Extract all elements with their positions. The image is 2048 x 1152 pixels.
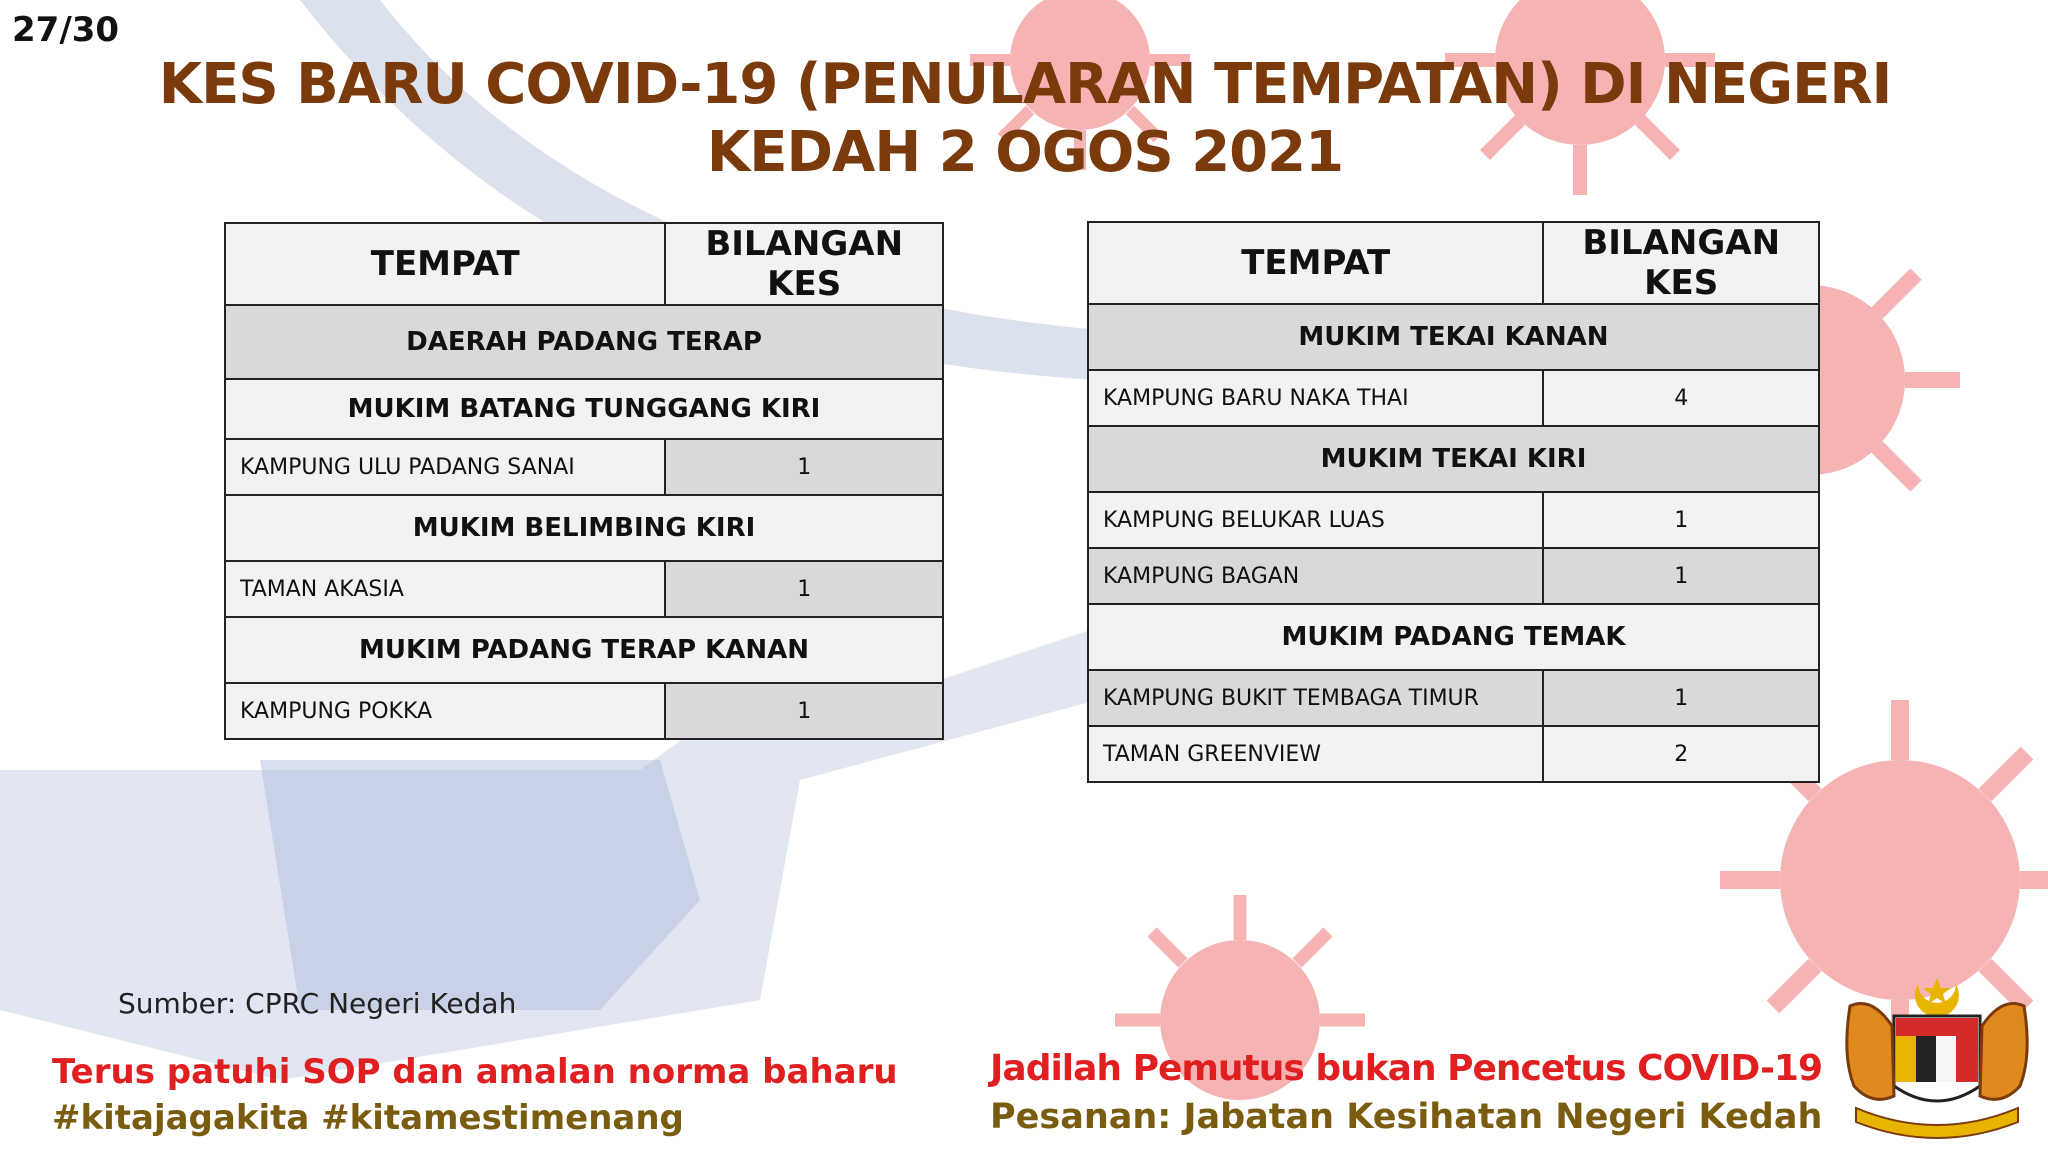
header-row [225,223,943,305]
count-cell: 1 [665,683,943,739]
count-cell: 1 [1543,548,1819,604]
shield-band-white [1936,1036,1956,1082]
header-count: BILANGAN KES [665,223,943,305]
page-title-line1: KES BARU COVID-19 (PENULARAN TEMPATAN) DI NEGERI [158,52,1892,117]
place-cell: TAMAN GREENVIEW [1088,726,1543,782]
tiger-left-icon [1847,1004,1894,1100]
count-cell: 1 [665,439,943,495]
place-cell: KAMPUNG BAGAN [1088,548,1543,604]
cases-table-right [1087,221,1820,783]
message-line2: Pesanan: Jabatan Kesihatan Negeri Kedah [990,1097,1823,1137]
mukim-label: MUKIM TEKAI KIRI [1088,426,1819,492]
place-cell: KAMPUNG POKKA [225,683,665,739]
tiger-right-icon [1980,1004,2027,1100]
page-title-line2: KEDAH 2 OGOS 2021 [706,120,1344,185]
mukim-row [1088,304,1819,370]
place-cell: KAMPUNG BELUKAR LUAS [1088,492,1543,548]
header-count: BILANGAN KES [1543,222,1819,304]
header-place: TEMPAT [225,223,665,305]
shield-band-yellow [1896,1036,1916,1082]
place-cell: TAMAN AKASIA [225,561,665,617]
blue-hand-shape [260,760,700,1010]
page-counter: 27/30 [12,10,120,50]
table-row [1088,670,1819,726]
slogan-line1: Terus patuhi SOP dan amalan norma baharu [52,1052,898,1092]
mukim-row [225,495,943,561]
coat-of-arms-icon [1832,966,2042,1142]
mukim-row [1088,426,1819,492]
mukim-row [225,379,943,439]
mukim-row [225,617,943,683]
table-row [1088,726,1819,782]
mukim-label: MUKIM BATANG TUNGGANG KIRI [225,379,943,439]
table-row [225,439,943,495]
place-cell: KAMPUNG BARU NAKA THAI [1088,370,1543,426]
motto-scroll [1856,1108,2018,1138]
header-place: TEMPAT [1088,222,1543,304]
message-line1: Jadilah Pemutus bukan Pencetus COVID-19 [990,1048,1823,1089]
mukim-label: MUKIM PADANG TEMAK [1088,604,1819,670]
shield-band-red-2 [1956,1036,1978,1082]
cases-table-left [224,222,944,740]
table-row [1088,548,1819,604]
mukim-label: MUKIM TEKAI KANAN [1088,304,1819,370]
district-row [225,305,943,379]
table-row [225,683,943,739]
mukim-label: MUKIM PADANG TERAP KANAN [225,617,943,683]
slogan-hashtags: #kitajagakita #kitamestimenang [52,1098,684,1138]
star-icon [1923,978,1951,1004]
mukim-label: MUKIM BELIMBING KIRI [225,495,943,561]
count-cell: 2 [1543,726,1819,782]
mukim-row [1088,604,1819,670]
count-cell: 4 [1543,370,1819,426]
table-row [1088,370,1819,426]
shield-band-red [1896,1018,1978,1036]
place-cell: KAMPUNG BUKIT TEMBAGA TIMUR [1088,670,1543,726]
count-cell: 1 [665,561,943,617]
shield-band-black [1916,1036,1936,1082]
count-cell: 1 [1543,492,1819,548]
header-row [1088,222,1819,304]
count-cell: 1 [1543,670,1819,726]
table-row [1088,492,1819,548]
district-label: DAERAH PADANG TERAP [225,305,943,379]
source-text: Sumber: CPRC Negeri Kedah [118,987,517,1020]
table-row [225,561,943,617]
place-cell: KAMPUNG ULU PADANG SANAI [225,439,665,495]
